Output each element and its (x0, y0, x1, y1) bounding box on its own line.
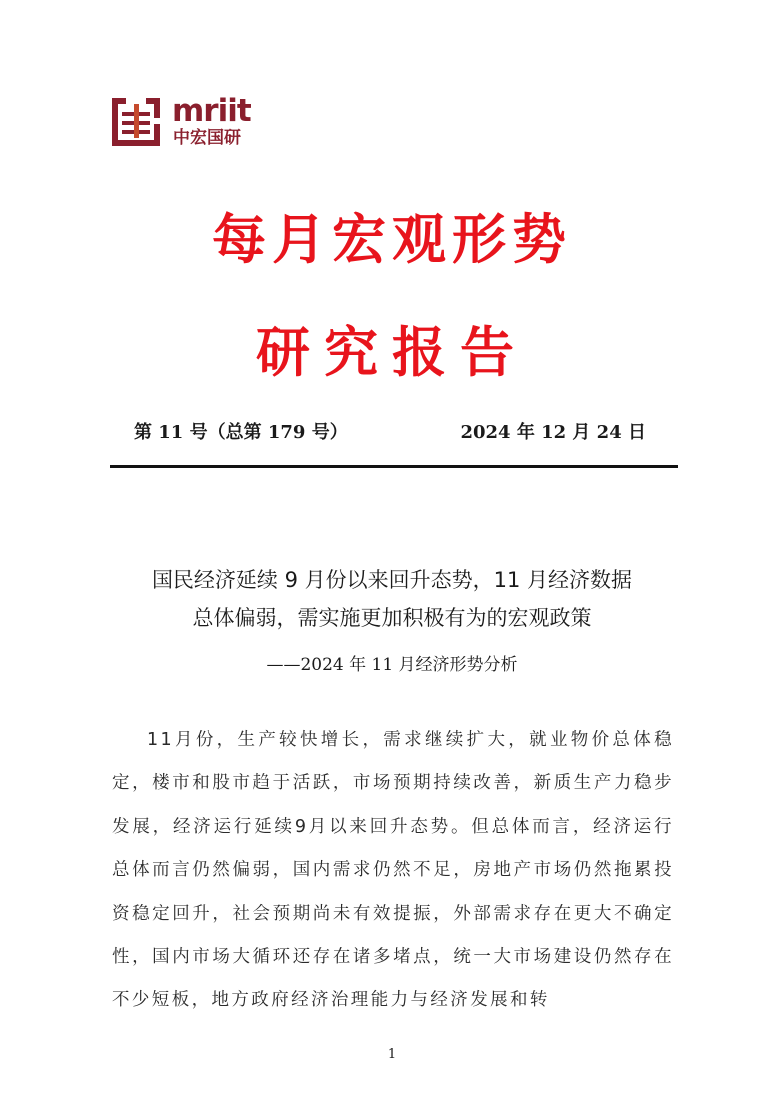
issue-date: 2024 年 12 月 24 日 (460, 422, 646, 443)
logo-english-text: mriit (172, 93, 251, 129)
header-divider (110, 465, 678, 468)
mriit-logo (112, 93, 282, 152)
report-title-line2: 研究报告 (256, 321, 528, 384)
article-heading-line2: 总体偏弱，需实施更加积极有为的宏观政策 (192, 606, 592, 630)
page-number: 1 (387, 1047, 397, 1062)
report-title-line1: 每月宏观形势 (212, 208, 572, 271)
issue-number: 第 11 号（总第 179 号） (134, 422, 348, 443)
logo-chinese-text: 中宏国研 (173, 128, 241, 148)
body-paragraph: 11月份，生产较快增长，需求继续扩大，就业物价总体稳定，楼市和股市趋于活跃，市场预期持续改善，新质生产力稳步发展，经济运行延续9月以来回升态势。但总体而言，经济运行总体而言仍然偏弱，国内需求仍然不足，房地产市场仍然拖累投资稳定回升，社会预期尚未有效提振，外部需求存在更大不确定性，国内市场大循环还存在诸多堵点，统一大市场建设仍然存在不少短板，地方政府经济治理能力与经济发展和转 (112, 730, 674, 1011)
article-subtitle: ——2024 年 11 月经济形势分析 (266, 655, 518, 675)
mriit-logo-icon (112, 96, 164, 148)
article-heading-line1: 国民经济延续 9 月份以来回升态势，11 月经济数据 (151, 568, 633, 592)
